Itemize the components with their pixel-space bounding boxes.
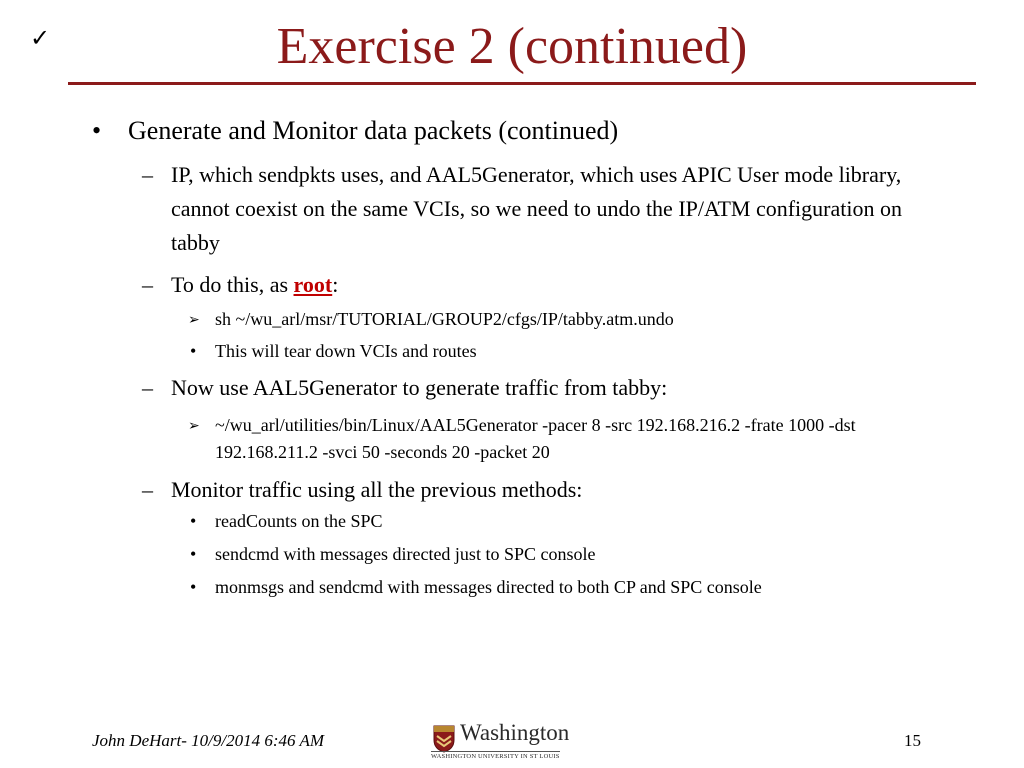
arrow-bullet-icon: ➢ — [188, 418, 200, 434]
page-number: 15 — [904, 731, 921, 750]
bullet-text: readCounts on the SPC — [215, 511, 383, 531]
dash-marker: – — [142, 375, 153, 400]
bullet-text: monmsgs and sendcmd with messages directed to both CP and SPC console — [215, 577, 762, 597]
text-segment: : — [332, 272, 339, 297]
bullet-marker: • — [190, 341, 197, 361]
checkmark-icon: ✓ — [30, 24, 51, 52]
bullet-text: IP, which sendpkts uses, and AAL5Generator, which uses APIC User mode library, cannot coexist on the same VCIs, so we need to undo the IP/ATM configuration on tabby — [171, 162, 902, 255]
bullet-text: This will tear down VCIs and routes — [215, 341, 477, 361]
dash-marker: – — [142, 477, 153, 502]
root-emphasis: root — [293, 272, 333, 297]
bullet-marker: • — [190, 544, 197, 564]
bullet-text — [171, 268, 931, 302]
dash-marker: – — [142, 162, 153, 187]
bullet-text: Now use AAL5Generator to generate traffic from tabby: — [171, 375, 668, 400]
shield-icon — [433, 725, 455, 753]
logo-subtitle: WASHINGTON UNIVERSITY IN ST LOUIS — [431, 753, 560, 760]
title-underline — [68, 82, 976, 85]
dash-marker: – — [142, 272, 153, 297]
arrow-bullet-icon: ➢ — [188, 312, 200, 328]
text-segment: To do this, as — [171, 272, 294, 297]
bullet-marker: • — [190, 577, 197, 597]
command-text: ~/wu_arl/utilities/bin/Linux/AAL5Generator -pacer 8 -src 192.168.216.2 -frate 1000 -dst 192.168.211.2 -svci 50 -seconds 20 -packet 20 — [215, 415, 856, 462]
slide-title: Exercise 2 (continued) — [276, 18, 748, 75]
washington-university-logo — [430, 722, 600, 760]
bullet-text: Monitor traffic using all the previous methods: — [171, 477, 583, 502]
bullet-text: Generate and Monitor data packets (continued) — [128, 116, 619, 145]
footer-author-date: John DeHart- 10/9/2014 6:46 AM — [92, 731, 324, 750]
bullet-marker: • — [190, 511, 197, 531]
command-text: sh ~/wu_arl/msr/TUTORIAL/GROUP2/cfgs/IP/tabby.atm.undo — [215, 309, 674, 329]
bullet-text: sendcmd with messages directed just to SPC console — [215, 544, 596, 564]
logo-wordmark: Washington — [460, 720, 570, 745]
bullet-marker: • — [92, 116, 102, 145]
